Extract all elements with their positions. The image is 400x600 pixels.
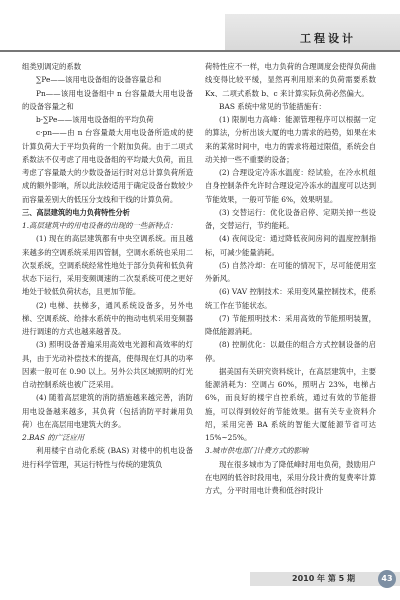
right-column-paragraph: (3) 交替运行：优化设备启停、定期关掉一些设备，交替运行，节约能耗。 [205, 207, 376, 230]
right-column-paragraph: (6) VAV 控制技术：采用变风量控制技术，使系统工作在节能状态。 [205, 287, 376, 310]
left-column-paragraph: (3) 照明设备普遍采用高效电光源和高效率的灯具，由于光动补偿技术的提高，使得现在灯具的功率因素一般可在 0.90 以上。另外公共区域照明的灯光自动控制系统也被广泛采用。 [22, 340, 193, 389]
left-column-paragraph: (1) 现在的高层建筑都有中央空调系统。而且越来越多的空调系统采用四管制，空调水系统也采用二次泵系统，空调系统经常性地处于部分负荷和低负荷状态下运行，采用变频调速的二次泵系统可使之更好地处于较低负荷状态，且更加节能。 [22, 234, 193, 297]
right-column-paragraph: 现在很多城市为了降低峰时用电负荷，鼓励用户在电网的低谷时段用电，采用分段计费的复费率计算方式，分平时用电计费和低谷时段计 [205, 459, 376, 495]
header-rule [0, 50, 400, 52]
left-column-paragraph: 2.BAS 的广泛应用 [22, 433, 85, 442]
left-column-paragraph: 利用楼宇自动化系统 (BAS) 对楼中的机电设备进行科学管理，其运行特性与传统的建筑负 [22, 446, 193, 469]
left-column-paragraph: ∑Pe——该用电设备组的设备容量总和 [36, 75, 162, 85]
left-column-paragraph: (4) 随着高层建筑的消防措施越来越完善，消防用电设备越来越多，其负荷（包括消防平时兼用负荷）也在高层用电建筑大的多。 [22, 393, 193, 429]
right-column-paragraph: (7) 节能照明技术：采用高效的节能照明装置，降低能源消耗。 [205, 313, 376, 336]
right-column-paragraph: (5) 自然冷却：在可能的情况下，尽可能使用室外新风。 [205, 260, 376, 283]
right-column-paragraph: (1) 限制电力高峰：能源管理程序可以根据一定的算法，分析出该大厦的电力需求的趋势，如果在未来的某常时间中，电力的需求将超过限值，系统会自动关掉一些不重要的设备； [205, 115, 376, 164]
page-number: 43 [378, 570, 396, 588]
right-column-paragraph: (8) 控制优化：以最佳的组合方式控制设备的启停。 [205, 340, 376, 363]
left-column-paragraph: (2) 电梯、扶梯多，通风系统设备多，另外电梯、空调系统、给排水系统中的拖动电机采用变频器进行调速的方式也越来越普及。 [22, 300, 193, 336]
left-column-paragraph: b·∑Pe——该用电设备组的平均负荷 [36, 115, 154, 124]
left-column-paragraph: 组类别调定的系数 [22, 62, 82, 71]
right-column-paragraph: BAS 系统中常见的节能措施有： [219, 101, 326, 111]
left-column-paragraph: c·pn——由 n 台容量最大用电设备所造成的使计算负荷大于平均负荷的一个附加负荷。由于二项式系数法不仅考虑了用电设备组的平均最大负荷，而且考虑了容量最大的少数设备运行时对总计算负荷所造成的额外影响，所以此法较适用于确定设备台数较少而容量差别大的低压分支线和干线的计算负荷。 [22, 128, 193, 204]
right-column-paragraph: 3.城市供电部门计费方式的影响 [205, 446, 309, 456]
left-column [22, 60, 193, 471]
right-column-paragraph: (4) 夜间设定：通过降低夜间房间的温度控制指标，可减少能量消耗。 [205, 234, 376, 257]
left-column-paragraph: 1.高层建筑中的用电设备的出现的一些新特点： [22, 221, 177, 230]
right-column [205, 60, 376, 497]
right-column-paragraph: 据美国有关研究资料统计，在高层建筑中，主要能源消耗为：空调占 60%，照明占 23%，电梯占 6%，而良好的楼宇自控系统，通过有效的节能措施，可以得到较好的节能效果。据有关专业资料介绍，采用完善 BA 系统的智能大厦能源节省可达 15%~25%。 [205, 366, 376, 442]
right-column-paragraph: (2) 合理设定冷冻水温度：经试验，在冷水机组自身控制条件允许时合理设定冷冻水的温度可以达到节能效果，一般可节能 6%，效果明显。 [205, 168, 376, 204]
issue-label: 2010 年 第 5 期 [292, 574, 355, 583]
right-column-paragraph: 荷特性应不一样，电力负荷的合理调度会使得负荷曲线变得比较平缓，显然再利用原来的负荷需要系数 Kx、二项式系数 b、c 来计算实际负荷必然偏大。 [205, 62, 376, 98]
left-column-paragraph: 三、高层建筑的电力负荷特性分析 [22, 207, 130, 217]
section-title: 工程设计 [300, 32, 356, 45]
left-column-paragraph: Pn——该用电设备组中 n 台容量最大用电设备的设备容量之和 [22, 88, 193, 111]
